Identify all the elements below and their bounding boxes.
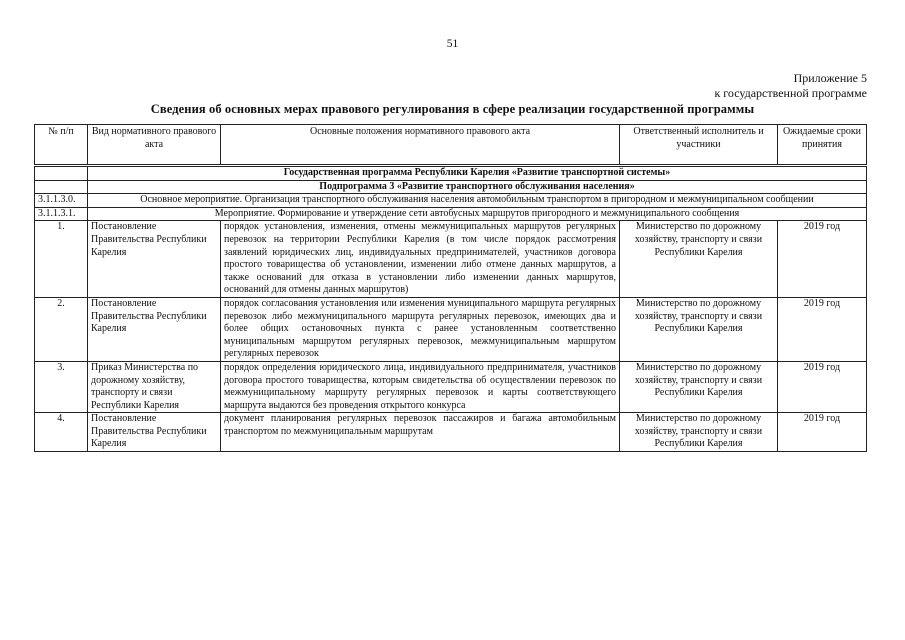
activity-text: Мероприятие. Формирование и утверждение сети автобусных маршрутов пригородного и межмуниципального сообщения [88,207,867,221]
header-act-type: Вид нормативного правового акта [88,125,221,166]
main-activity-text: Основное мероприятие. Организация транспортного обслуживания населения автомобильным транспортом в пригородном и межмуниципальном сообщении [88,194,867,208]
row-executor: Министерство по дорожному хозяйству, транспорту и связи Республики Карелия [620,297,778,361]
row-act-type: Приказ Министерства по дорожному хозяйству, транспорту и связи Республики Карелия [88,361,221,412]
row-term: 2019 год [778,413,867,452]
document-title: Сведения об основных мерах правового регулирования в сфере реализации государственной программы [150,102,755,116]
row-executor: Министерство по дорожному хозяйству, транспорту и связи Республики Карелия [620,361,778,412]
row-provisions: порядок определения юридического лица, индивидуального предпринимателя, участников договора простого товарищества, которым свидетельства об осуществлении перевозок по межмуниципальному маршруту регулярных перевозок и карты соответствующего маршрута выдаются без проведения открытого конкурса [221,361,620,412]
row-num: 1. [35,221,88,298]
subprogram-row [35,180,867,194]
header-provisions: Основные положения нормативного правового акта [221,125,620,166]
page-number: 51 [446,38,459,50]
row-num: 2. [35,297,88,361]
header-terms: Ожидаемые сроки принятия [778,125,867,166]
row-act-type: Постановление Правительства Республики Карелия [88,413,221,452]
activity-row [35,207,867,221]
row-provisions: порядок согласования установления или изменения муниципального маршрута регулярных перевозок либо межмуниципального маршрута регулярных перевозок, имеющих два и более общих остановочных пункта с ранее установленным соответственно муниципальным маршрутом регулярных перевозок, межмуниципальным маршрутом регулярных перевозок [221,297,620,361]
appendix-note [714,71,867,101]
row-term: 2019 год [778,361,867,412]
header-num: № п/п [35,125,88,166]
table-row [35,361,867,412]
activity-code: 3.1.1.3.1. [35,207,88,221]
row-num: 4. [35,413,88,452]
row-term: 2019 год [778,221,867,298]
row-provisions: документ планирования регулярных перевозок пассажиров и багажа автомобильным транспортом по межмуниципальным маршрутам [221,413,620,452]
row-act-type: Постановление Правительства Республики Карелия [88,297,221,361]
regulation-table [34,124,867,452]
row-provisions: порядок установления, изменения, отмены межмуниципальных маршрутов регулярных перевозок на территории Республики Карелия (в том числе порядок рассмотрения заявлений юридических лиц, индивидуальных предпринимателей, участников договора простого товарищества об установлении, изменении либо отмене данных маршрутов, а также оснований для отказа в установлении либо изменении данных маршрутов, оснований для отмены данных маршрутов) [221,221,620,298]
row-executor: Министерство по дорожному хозяйству, транспорту и связи Республики Карелия [620,221,778,298]
table-row [35,413,867,452]
row-act-type: Постановление Правительства Республики Карелия [88,221,221,298]
program-row-empty [35,166,88,181]
program-title: Государственная программа Республики Карелия «Развитие транспортной системы» [88,166,867,181]
table-row [35,297,867,361]
header-executor: Ответственный исполнитель и участники [620,125,778,166]
main-activity-code: 3.1.1.3.0. [35,194,88,208]
appendix-line-2: к государственной программе [714,86,867,100]
table-row [35,221,867,298]
row-num: 3. [35,361,88,412]
row-term: 2019 год [778,297,867,361]
program-row [35,166,867,181]
table-header-row [35,125,867,166]
subprogram-title: Подпрограмма 3 «Развитие транспортного обслуживания населения» [88,180,867,194]
subprogram-row-empty [35,180,88,194]
main-activity-row [35,194,867,208]
appendix-line-1: Приложение 5 [793,71,867,85]
row-executor: Министерство по дорожному хозяйству, транспорту и связи Республики Карелия [620,413,778,452]
